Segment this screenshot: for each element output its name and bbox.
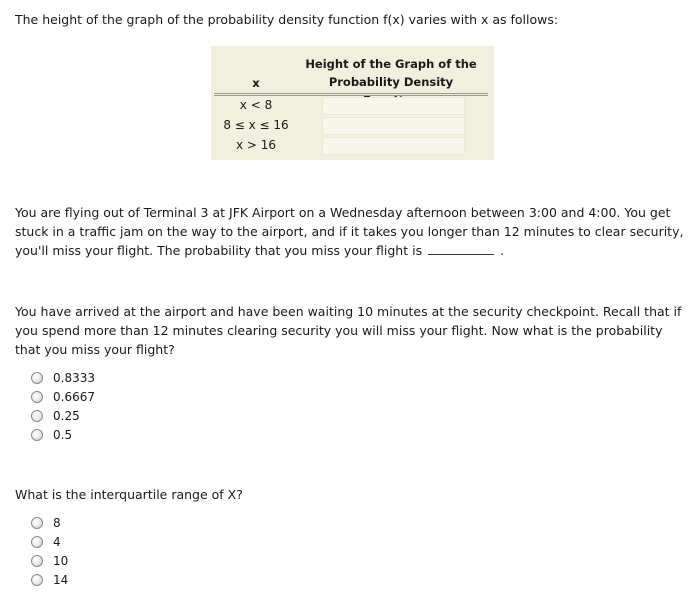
radio-button[interactable] [31,429,43,441]
option-item[interactable] [31,368,95,387]
radio-button[interactable] [31,555,43,567]
option-label: 14 [53,572,69,587]
option-item[interactable] [31,532,68,551]
question-1-period: . [500,243,505,258]
option-label: 0.8333 [53,370,95,385]
intro-text: The height of the graph of the probability density function f(x) varies with x as follows: [15,12,559,27]
question-3-options [31,513,68,589]
option-item[interactable] [31,406,95,425]
radio-button[interactable] [31,536,43,548]
option-label: 0.25 [53,408,80,423]
table-row [211,115,494,135]
radio-button[interactable] [31,372,43,384]
question-3-text: What is the interquartile range of X? [15,487,243,502]
option-label: 0.5 [53,427,73,442]
pdf-table [211,46,494,160]
option-item[interactable] [31,513,68,532]
question-1-text: You are flying out of Terminal 3 at JFK Airport on a Wednesday afternoon between 3:00 and 4:00. You get stuck in a traffic jam on the way to the airport, and if it takes you longer than 12 minutes to clear security, you'll miss your flight. The probability that you miss your flight is [15,205,684,258]
column-header-height-line1: Height of the Graph of the [305,57,477,71]
option-item[interactable] [31,570,68,589]
height-answer-field[interactable] [322,97,465,115]
option-item[interactable] [31,551,68,570]
radio-button[interactable] [31,410,43,422]
question-2-text: You have arrived at the airport and have been waiting 10 minutes at the security checkpoint. Recall that if you spend more than 12 minutes clearing security you will miss your flight. Now what is the probability that you miss your flight? [15,304,682,357]
table-row [211,135,494,155]
radio-button[interactable] [31,517,43,529]
radio-button[interactable] [31,391,43,403]
table-cell-x: 8 ≤ x ≤ 16 [223,118,289,132]
answer-blank[interactable] [428,242,494,255]
option-item[interactable] [31,387,95,406]
option-label: 10 [53,553,69,568]
table-row [211,95,494,115]
height-answer-field[interactable] [322,137,465,155]
column-header-x: x [252,76,260,90]
option-label: 0.6667 [53,389,95,404]
option-item[interactable] [31,425,95,444]
radio-button[interactable] [31,574,43,586]
question-1 [15,203,687,260]
option-label: 4 [53,534,61,549]
height-answer-field[interactable] [322,117,465,135]
table-cell-x: x < 8 [239,98,273,112]
option-label: 8 [53,515,61,530]
table-cell-x: x > 16 [235,138,277,152]
question-2-options [31,368,95,444]
column-header-height-line2: Probability Density [328,75,454,89]
